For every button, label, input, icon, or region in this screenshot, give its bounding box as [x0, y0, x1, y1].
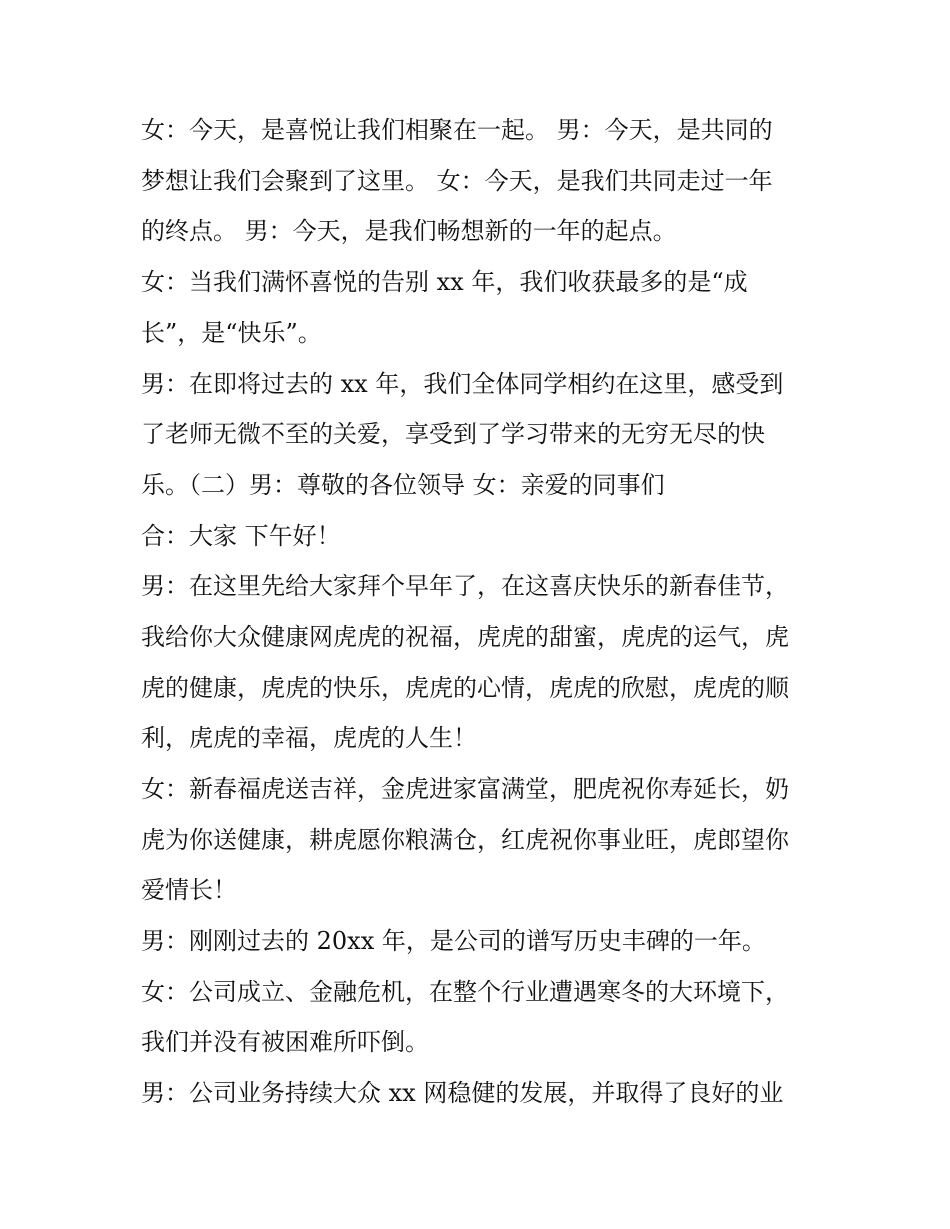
text-line: 的终点。 男：今天，是我们畅想新的一年的起点。: [141, 217, 677, 245]
text-line: 虎的健康，虎虎的快乐，虎虎的心情，虎虎的欣慰，虎虎的顺: [141, 674, 789, 702]
text-line: 梦想让我们会聚到了这里。 女：今天，是我们共同走过一年: [141, 167, 773, 195]
text-line: 了老师无微不至的关爱，享受到了学习带来的无穷无尽的快: [141, 420, 765, 448]
text-line: 女：当我们满怀喜悦的告别 xx 年，我们收获最多的是“成: [141, 268, 748, 296]
text-line: 男：公司业务持续大众 xx 网稳健的发展，并取得了良好的业: [141, 1079, 784, 1107]
text-line: 男：刚刚过去的 20xx 年，是公司的谱写历史丰碑的一年。: [141, 927, 766, 955]
text-line: 我们并没有被困难所吓倒。: [141, 1028, 429, 1056]
text-line: 女：公司成立、金融危机，在整个行业遭遇寒冬的大环境下，: [141, 978, 789, 1006]
text-line: 男：在即将过去的 xx 年，我们全体同学相约在这里，感受到: [141, 370, 784, 398]
text-line: 乐。（二）男：尊敬的各位领导 女：亲爱的同事们: [141, 471, 665, 499]
text-line: 女：新春福虎送吉祥，金虎进家富满堂，肥虎祝你寿延长，奶: [141, 775, 789, 803]
text-line: 合：大家 下午好！: [141, 522, 341, 550]
text-line: 女：今天，是喜悦让我们相聚在一起。 男：今天，是共同的: [141, 116, 773, 144]
text-line: 虎为你送健康，耕虎愿你粮满仓，红虎祝你事业旺，虎郎望你: [141, 826, 789, 854]
text-line: 爱情长！: [141, 876, 237, 904]
text-line: 长”，是“快乐”。: [141, 319, 322, 347]
text-line: 利，虎虎的幸福，虎虎的人生！: [141, 724, 477, 752]
text-line: 男：在这里先给大家拜个早年了，在这喜庆快乐的新春佳节，: [141, 572, 789, 600]
text-line: 我给你大众健康网虎虎的祝福，虎虎的甜蜜，虎虎的运气，虎: [141, 623, 789, 651]
